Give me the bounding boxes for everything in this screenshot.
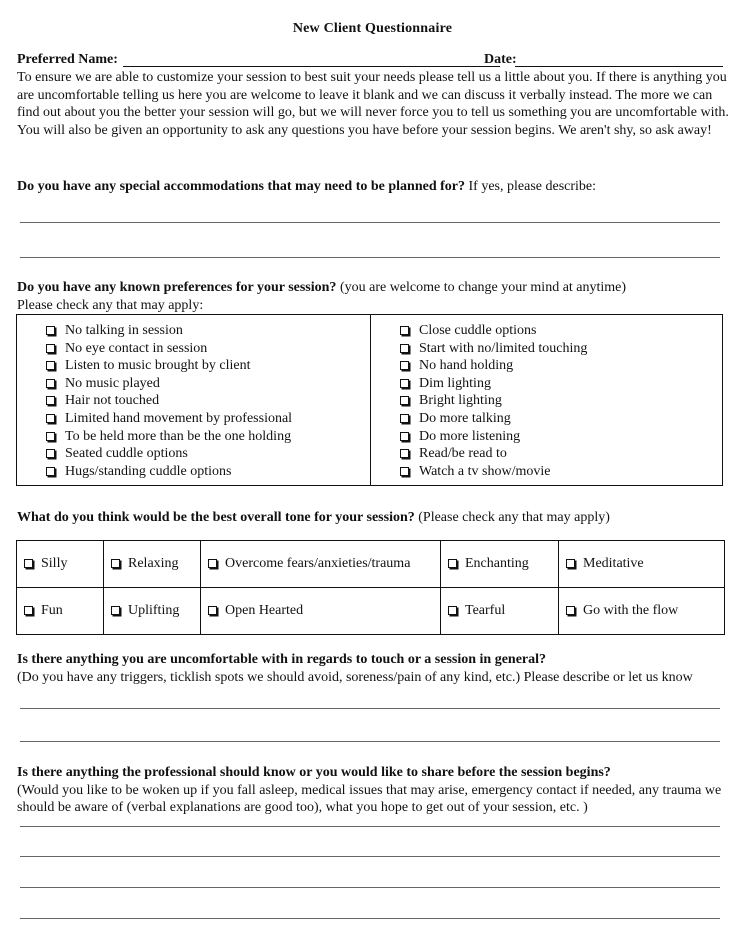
checkbox-icon[interactable] [566, 559, 575, 568]
uncomfortable-answer-line[interactable] [20, 741, 720, 742]
checkbox-icon[interactable] [46, 326, 55, 335]
preference-option[interactable]: Start with no/limited touching [400, 340, 587, 358]
tone-question-text: What do you think would be the best overall tone for your session? [17, 510, 415, 525]
share-answer-line[interactable] [20, 856, 720, 857]
preference-option[interactable]: To be held more than be the one holding [46, 428, 292, 446]
accommodations-hint: If yes, please describe: [468, 179, 597, 194]
accommodations-question-text: Do you have any special accommodations that may need to be planned for? [17, 179, 466, 194]
date-field[interactable] [515, 66, 723, 67]
preferred-name-field[interactable] [123, 66, 500, 67]
checkbox-icon[interactable] [46, 467, 55, 476]
tone-row [17, 588, 725, 635]
checkbox-icon[interactable] [400, 414, 409, 423]
preference-option[interactable]: No hand holding [400, 357, 587, 375]
preference-option[interactable]: No eye contact in session [46, 340, 292, 358]
share-answer-line[interactable] [20, 887, 720, 888]
preference-option[interactable]: Limited hand movement by professional [46, 410, 292, 428]
uncomfortable-question [17, 651, 729, 686]
name-date-row [17, 52, 723, 68]
accommodations-answer-line[interactable] [20, 222, 720, 223]
preference-option[interactable]: Do more talking [400, 410, 587, 428]
uncomfortable-hint: (Do you have any triggers, ticklish spots we should avoid, soreness/pain of any kind, etc.) Please describe or let us know [17, 669, 693, 685]
preference-option[interactable]: No music played [46, 375, 292, 393]
tone-question [17, 509, 729, 527]
checkbox-icon[interactable] [400, 449, 409, 458]
checkbox-icon[interactable] [566, 606, 575, 615]
checkbox-icon[interactable] [46, 361, 55, 370]
preference-option[interactable]: Listen to music brought by client [46, 357, 292, 375]
preferences-instruction: Please check any that may apply: [17, 297, 204, 313]
preference-option[interactable]: Seated cuddle options [46, 445, 292, 463]
checkbox-icon[interactable] [46, 432, 55, 441]
preference-option[interactable]: Hugs/standing cuddle options [46, 463, 292, 481]
tone-option[interactable]: Open Hearted [201, 588, 441, 635]
tone-option[interactable]: Meditative [559, 541, 725, 588]
tone-option[interactable]: Go with the flow [559, 588, 725, 635]
preferences-right-column [400, 322, 587, 480]
preference-option[interactable]: Bright lighting [400, 392, 587, 410]
checkbox-icon[interactable] [24, 559, 33, 568]
checkbox-icon[interactable] [46, 396, 55, 405]
share-question [17, 764, 729, 817]
preferences-left-column [46, 322, 292, 480]
checkbox-icon[interactable] [400, 379, 409, 388]
uncomfortable-question-text: Is there anything you are uncomfortable with in regards to touch or a session in general? [17, 652, 547, 667]
checkbox-icon[interactable] [46, 414, 55, 423]
checkbox-icon[interactable] [111, 606, 120, 615]
form-title: New Client Questionnaire [292, 21, 453, 36]
checkbox-icon[interactable] [24, 606, 33, 615]
checkbox-icon[interactable] [46, 344, 55, 353]
tone-options-table [16, 540, 725, 635]
column-divider [370, 315, 371, 485]
preferences-checklist [16, 314, 723, 486]
uncomfortable-answer-line[interactable] [20, 708, 720, 709]
accommodations-answer-line[interactable] [20, 257, 720, 258]
checkbox-icon[interactable] [208, 606, 217, 615]
tone-option[interactable]: Relaxing [104, 541, 201, 588]
checkbox-icon[interactable] [400, 396, 409, 405]
share-question-text: Is there anything the professional should know or you would like to share before the session begins? [17, 765, 611, 780]
tone-option[interactable]: Fun [17, 588, 104, 635]
checkbox-icon[interactable] [400, 432, 409, 441]
preferred-name-label: Preferred Name: [17, 52, 118, 67]
preference-option[interactable]: Read/be read to [400, 445, 587, 463]
preference-option[interactable]: Dim lighting [400, 375, 587, 393]
tone-option[interactable]: Silly [17, 541, 104, 588]
preferences-question-text: Do you have any known preferences for your session? [17, 280, 337, 295]
checkbox-icon[interactable] [400, 467, 409, 476]
preference-option[interactable]: No talking in session [46, 322, 292, 340]
tone-row [17, 541, 725, 588]
date-label: Date: [484, 52, 517, 67]
checkbox-icon[interactable] [400, 361, 409, 370]
preferences-question [17, 279, 729, 314]
checkbox-icon[interactable] [111, 559, 120, 568]
checkbox-icon[interactable] [448, 606, 457, 615]
tone-option[interactable]: Overcome fears/anxieties/trauma [201, 541, 441, 588]
checkbox-icon[interactable] [46, 379, 55, 388]
preference-option[interactable]: Do more listening [400, 428, 587, 446]
preference-option[interactable]: Hair not touched [46, 392, 292, 410]
intro-paragraph: To ensure we are able to customize your session to best suit your needs please tell us a little about you. If there is anything you are uncomfortable telling us here you are welcome to leave it blank and we can discuss it verbally instead. The more we can find out about you the better your session will go, but we will never force you to tell us something you are uncomfortable with. You will also be given an opportunity to ask any questions you have before your session begins. We aren't shy, so ask away! [17, 70, 729, 138]
share-answer-line[interactable] [20, 918, 720, 919]
checkbox-icon[interactable] [208, 559, 217, 568]
checkbox-icon[interactable] [400, 326, 409, 335]
checkbox-icon[interactable] [400, 344, 409, 353]
checkbox-icon[interactable] [448, 559, 457, 568]
tone-option[interactable]: Enchanting [441, 541, 559, 588]
share-answer-line[interactable] [20, 826, 720, 827]
tone-option[interactable]: Uplifting [104, 588, 201, 635]
tone-hint: (Please check any that may apply) [418, 510, 610, 525]
preference-option[interactable]: Close cuddle options [400, 322, 587, 340]
tone-option[interactable]: Tearful [441, 588, 559, 635]
preferences-hint: (you are welcome to change your mind at anytime) [339, 280, 627, 295]
checkbox-icon[interactable] [46, 449, 55, 458]
preference-option[interactable]: Watch a tv show/movie [400, 463, 587, 481]
share-hint: (Would you like to be woken up if you fall asleep, medical issues that may arise, emergency contact if needed, any trauma we should be aware of (verbal explanations are good too), what you hope to get out of your session, etc. ) [17, 782, 722, 816]
accommodations-question [17, 178, 729, 196]
